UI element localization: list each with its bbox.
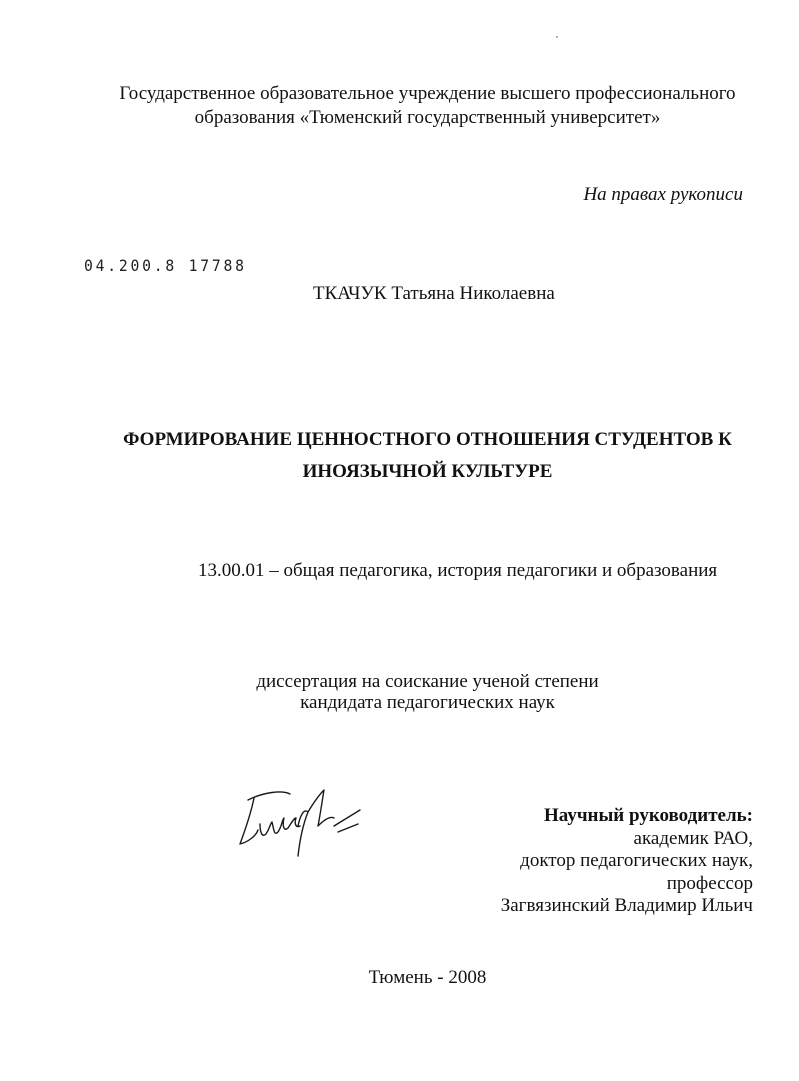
degree-line-2: кандидата педагогических наук	[300, 692, 555, 713]
scan-speck	[556, 36, 558, 38]
scientific-advisor	[501, 805, 753, 918]
advisor-heading: Научный руководитель:	[544, 805, 753, 826]
institution-line-2: образования «Тюменский государственный университет»	[194, 107, 661, 128]
advisor-name: Загвязинский Владимир Ильич	[500, 895, 753, 916]
title-line-1: ФОРМИРОВАНИЕ ЦЕННОСТНОГО ОТНОШЕНИЯ СТУДЕНТОВ К	[123, 429, 732, 450]
dissertation-title	[60, 424, 795, 488]
advisor-title-2: доктор педагогических наук,	[520, 850, 753, 871]
specialty-code: 13.00.01 – общая педагогика, история педагогики и образования	[198, 560, 718, 581]
title-line-2: ИНОЯЗЫЧНОЙ КУЛЬТУРЕ	[302, 461, 553, 482]
archive-stamp-number: 04.200.8 17788	[84, 256, 247, 275]
author-signature	[234, 782, 362, 864]
degree-line-1: диссертация на соискание ученой степени	[256, 671, 599, 692]
author-name: ТКАЧУК Татьяна Николаевна	[313, 283, 555, 304]
institution-line-1: Государственное образовательное учреждение высшего профессионального	[119, 83, 736, 104]
advisor-title-1: академик РАО,	[633, 827, 753, 849]
advisor-title-3: профессор	[666, 872, 753, 894]
institution-name	[60, 82, 795, 130]
degree-description	[60, 671, 795, 713]
city-year: Тюмень - 2008	[368, 967, 487, 988]
manuscript-note: На правах рукописи	[583, 184, 743, 205]
